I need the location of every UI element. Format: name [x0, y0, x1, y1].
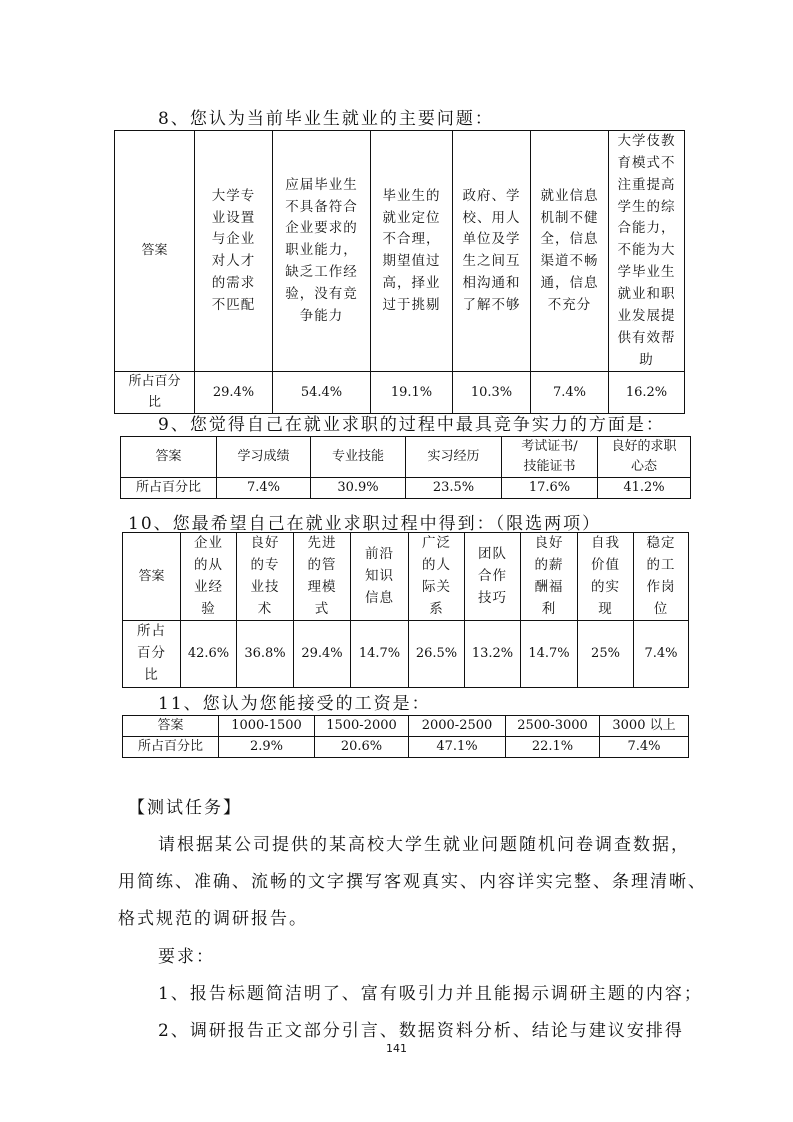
percent-cell: 16.2%: [609, 372, 685, 413]
row-label-answer: 答案: [123, 533, 181, 621]
answer-cell: 学习成绩: [217, 437, 311, 478]
task-paragraph-line: 格式规范的调研报告。: [118, 909, 308, 929]
answer-cell: 政府、学 校、用人 单位及学 生之间互 相沟通和 了解不够: [453, 131, 531, 372]
row-label-percent: 所占百分 比: [115, 372, 195, 413]
question-10-table: [122, 532, 689, 688]
answer-cell: 稳定 的工 作岗 位: [634, 533, 689, 621]
row-label-percent: 所占 百分 比: [123, 621, 181, 688]
answer-cell: 广泛 的人 际关 系: [409, 533, 465, 621]
requirement-item: 2、调研报告正文部分引言、数据资料分析、结论与建议安排得: [158, 1021, 684, 1041]
answer-cell: 企业 的从 业经 验: [181, 533, 237, 621]
question-9-title: 9、您觉得自己在就业求职的过程中最具竞争实力的方面是：: [158, 415, 665, 435]
percent-cell: 36.8%: [237, 621, 294, 688]
percent-cell: 23.5%: [406, 478, 502, 499]
percent-cell: 29.4%: [195, 372, 273, 413]
row-label-percent: 所占百分比: [123, 737, 219, 758]
task-heading: 【测试任务】: [128, 798, 242, 818]
percent-cell: 7.4%: [634, 621, 689, 688]
question-8-table: [114, 130, 685, 414]
percent-cell: 10.3%: [453, 372, 531, 413]
question-11-table: [122, 715, 689, 758]
answer-cell: 就业信息 机制不健 全，信息 渠道不畅 通，信息 不充分: [531, 131, 609, 372]
percent-cell: 30.9%: [311, 478, 406, 499]
percent-cell: 42.6%: [181, 621, 237, 688]
percent-cell: 17.6%: [502, 478, 598, 499]
answer-cell: 考试证书/ 技能证书: [502, 437, 598, 478]
answer-cell: 自我 价值 的实 现: [578, 533, 634, 621]
question-8-title: 8、您认为当前毕业生就业的主要问题：: [158, 109, 494, 129]
question-9-table: [120, 436, 691, 499]
percent-cell: 54.4%: [273, 372, 371, 413]
percent-cell: 25%: [578, 621, 634, 688]
answer-cell: 大学专 业设置 与企业 对人才 的需求 不匹配: [195, 131, 273, 372]
answer-cell: 先进 的管 理模 式: [294, 533, 351, 621]
percent-cell: 47.1%: [409, 737, 506, 758]
percent-cell: 19.1%: [371, 372, 453, 413]
answer-cell: 1500-2000: [315, 716, 409, 737]
row-label-answer: 答案: [115, 131, 195, 372]
question-11-title: 11、您认为您能接受的工资是：: [158, 694, 431, 714]
answer-cell: 良好 的专 业技 术: [237, 533, 294, 621]
answer-cell: 2500-3000: [506, 716, 600, 737]
answer-cell: 专业技能: [311, 437, 406, 478]
answer-cell: 大学伎教 育模式不 注重提高 学生的综 合能力， 不能为大 学毕业生 就业和职 业发展提 供有效帮 助: [609, 131, 685, 372]
task-paragraph-line: 请根据某公司提供的某高校大学生就业问题随机问卷调查数据，: [158, 835, 690, 855]
percent-cell: 41.2%: [598, 478, 691, 499]
percent-cell: 2.9%: [219, 737, 315, 758]
percent-cell: 7.4%: [217, 478, 311, 499]
answer-cell: 团队 合作 技巧: [465, 533, 521, 621]
question-10-title: 10、您最希望自己在就业求职过程中得到：（限选两项）: [128, 514, 602, 534]
percent-cell: 29.4%: [294, 621, 351, 688]
percent-cell: 7.4%: [531, 372, 609, 413]
percent-cell: 26.5%: [409, 621, 465, 688]
answer-cell: 2000-2500: [409, 716, 506, 737]
percent-cell: 14.7%: [351, 621, 409, 688]
answer-cell: 良好的求职 心态: [598, 437, 691, 478]
percent-cell: 22.1%: [506, 737, 600, 758]
requirements-label: 要求：: [158, 947, 215, 967]
answer-cell: 实习经历: [406, 437, 502, 478]
percent-cell: 13.2%: [465, 621, 521, 688]
page-number: 141: [386, 1042, 407, 1055]
percent-cell: 14.7%: [521, 621, 578, 688]
row-label-percent: 所占百分比: [121, 478, 217, 499]
answer-cell: 1000-1500: [219, 716, 315, 737]
row-label-answer: 答案: [123, 716, 219, 737]
row-label-answer: 答案: [121, 437, 217, 478]
task-paragraph-line: 用简练、准确、流畅的文字撰写客观真实、内容详实完整、条理清晰、: [118, 872, 707, 892]
answer-cell: 毕业生的 就业定位 不合理， 期望值过 高，择业 过于挑剔: [371, 131, 453, 372]
answer-cell: 3000 以上: [600, 716, 689, 737]
answer-cell: 良好 的薪 酬福 利: [521, 533, 578, 621]
requirement-item: 1、报告标题简洁明了、富有吸引力并且能揭示调研主题的内容；: [158, 984, 703, 1004]
percent-cell: 7.4%: [600, 737, 689, 758]
answer-cell: 前沿 知识 信息: [351, 533, 409, 621]
answer-cell: 应届毕业生 不具备符合 企业要求的 职业能力， 缺乏工作经 验，没有竞 争能力: [273, 131, 371, 372]
percent-cell: 20.6%: [315, 737, 409, 758]
